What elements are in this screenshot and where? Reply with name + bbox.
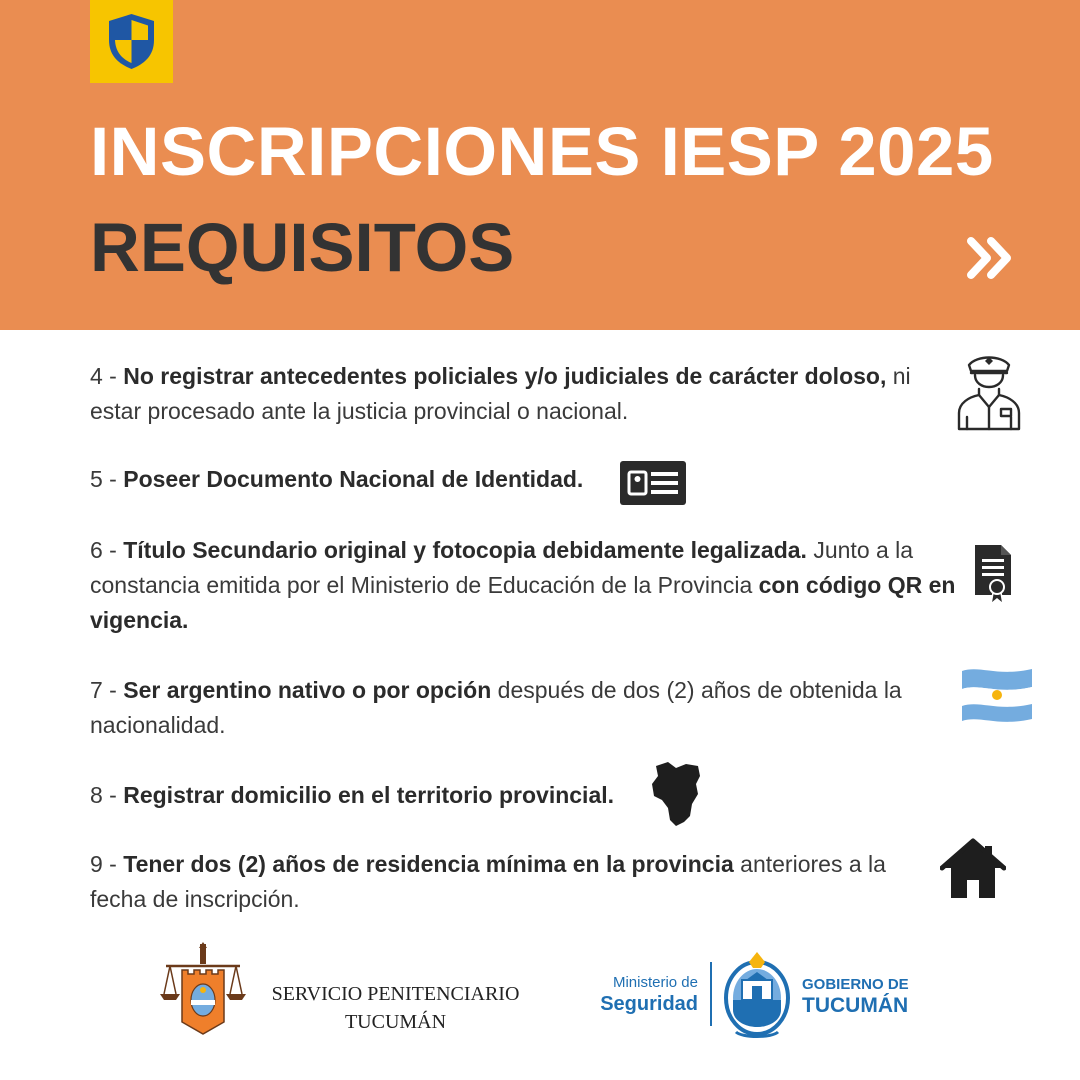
spt-line-2: TUCUMÁN [344, 1011, 447, 1033]
ministry-small-label: Ministerio de [612, 974, 698, 991]
argentina-flag-icon [962, 667, 1032, 723]
police-officer-icon [955, 351, 1023, 431]
requirement-6: 6 - Título Secundario original y fotocopia debidamente legalizada. Junto a la constancia emitida por el Ministerio de Educación de la Provincia con código QR en vigencia. [90, 537, 956, 633]
requirement-5: 5 - Poseer Documento Nacional de Identidad. [90, 466, 584, 492]
requirement-7: 7 - Ser argentino nativo o por opción después de dos (2) años de obtenida la nacionalidad. [90, 677, 902, 738]
logo-divider [710, 962, 712, 1026]
header-banner [0, 0, 1080, 330]
spt-line-1: SERVICIO PENITENCIARIO [271, 983, 520, 1005]
id-card-icon [620, 461, 686, 505]
gobierno-tucuman-logo [802, 976, 942, 1018]
double-chevron-right-icon[interactable] [967, 237, 1013, 279]
gobierno-tucuman-crest-icon [722, 948, 792, 1040]
ministry-big-label: Seguridad [600, 993, 698, 1015]
tucuman-map-icon [650, 760, 702, 826]
shield-icon [106, 12, 157, 70]
certificate-icon [973, 543, 1013, 605]
house-icon [940, 838, 1006, 900]
servicio-penitenciario-crest-icon [160, 942, 246, 1038]
requirement-4: 4 - No registrar antecedentes policiales y/o judiciales de carácter doloso, ni estar procesado ante la justicia provincial o nacional. [90, 363, 911, 424]
requirement-8: 8 - Registrar domicilio en el territorio provincial. [90, 782, 615, 808]
requirement-9: 9 - Tener dos (2) años de residencia mínima en la provincia anteriores a la fecha de inscripción. [90, 851, 886, 912]
gov-line-2: TUCUMÁN [802, 994, 909, 1017]
page-title: INSCRIPCIONES IESP 2025 [90, 113, 994, 190]
servicio-penitenciario-label [258, 980, 533, 1036]
page-subtitle: REQUISITOS [90, 209, 515, 286]
gov-line-1: GOBIERNO DE [802, 976, 909, 993]
logo-box [90, 0, 173, 83]
ministerio-seguridad-logo [594, 974, 698, 1016]
